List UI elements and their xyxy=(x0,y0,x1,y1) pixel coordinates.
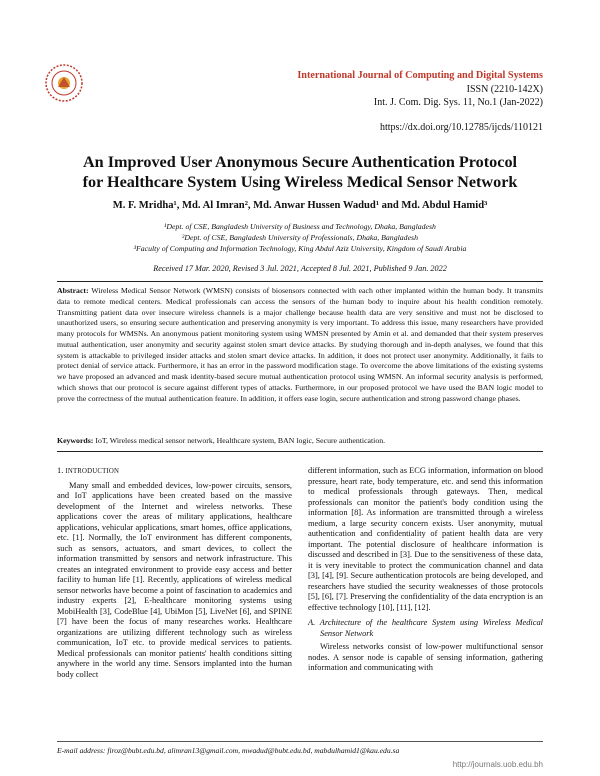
subsection-heading xyxy=(308,618,543,639)
abstract-text: Wireless Medical Sensor Network (WMSN) consists of biosensors connected with each other implanted within the human body. It transmits data to remote medical centers. Medical professionals can access the sensors of the human body to inquire about his health condition remotely. Transmitting patient data over insecure wireless channels is a major challenge because health data are very sensitive and must not be disclosed to unauthorized users, so ensuring secure authentication and preserving anonymity is very important. To address this issue, many researchers have provided many protocols for WMSNs. An anonymous patient monitoring system using WMSN presented by Amin et al. and demanded that their system preserves mutual authentication, user anonymity and security against stolen smart device attacks. By studying thorough and in-depth analyses, we found that this system is attackable to privileged insider attacks and stolen smart device attacks. In addition, it does not protect user anonymity. Additionally, it fails to protect denial of service attack. Furthermore, it has an error in the password modification stage. To overcome the above limitations of the existing systems we have proposed an advanced and mask identity-based secure mutual authentication protocol using WMSN. An informal security analysis is performed, which shows that our protocol is secure against different types of attacks. Furthermore, in our proposed protocol we have used the BAN logic model to prove the correctness of the mutual authentication feature. In addition, it offers ease login, secure authentication and strong password change phases. xyxy=(57,286,543,403)
affiliation-2: ²Dept. of CSE, Bangladesh University of Professionals, Dhaka, Bangladesh xyxy=(182,233,418,242)
section-number: 1. xyxy=(57,466,64,475)
architecture-paragraph: Wireless networks consist of low-power multifunctional sensor nodes. A sensor node is capable of sensing information, gathering information and communicating with xyxy=(308,642,543,672)
paper-title xyxy=(40,152,560,192)
citation: Int. J. Com. Dig. Sys. 11, No.1 (Jan-2022) xyxy=(373,97,543,108)
right-column xyxy=(308,466,543,674)
journal-url[interactable]: http://journals.uob.edu.bh xyxy=(452,760,543,769)
intro-paragraph-1: Many small and embedded devices, low-power circuits, sensors, and IoT applications have been created based on the massive development of the Internet and wireless networks. These applications cover the areas of military applications, healthcare applications, vehicular applications, smart homes, office applications, etc. [1]. Normally, the IoT environment has different components, such as sensors, actuators, and smart devices, to collect the information transmitted by sensors and network infrastructure. This creates an integrated environment to provide easy access and better facility to human life [1]. Recently, applications of wireless medical sensor networks have become a point of fascination to academics and industry experts [2], E-healthcare monitoring systems using MobiHealth [3], CodeBlue [4], UbiMon [5], LiveNet [6], and SPINE [7] have been the focus of many researches works. Healthcare organizations are utilizing different technology such as wireless communication, IoT etc. to provide medical services to patients. Medical professionals can monitor patients' health conditions sitting anywhere in the world any time. Sensors implanted into the human body collect xyxy=(57,480,292,679)
divider-top xyxy=(57,281,543,282)
received-dates: Received 17 Mar. 2020, Revised 3 Jul. 2021, Accepted 8 Jul. 2021, Published 9 Jan. 2022 xyxy=(153,264,447,273)
affiliation-3: ³Faculty of Computing and Information Technology, King Abdul Aziz University, Kingdom of Saudi Arabia xyxy=(133,244,467,253)
authors: M. F. Mridha¹, Md. Al Imran², Md. Anwar Hussen Wadud¹ and Md. Abdul Hamid³ xyxy=(112,200,488,211)
keywords xyxy=(57,436,543,445)
intro-paragraph-2: different information, such as ECG information, information on blood pressure, heart rate, body temperature, etc. and send this information to medical professionals through gateways. Then, medical professionals can monitor the patient's body condition using the information [8]. As information are transmitted through a wireless medium, a large security concern exists. User anonymity, mutual authentication and confidentiality of patient health data are very important. The potential disclosure of healthcare information is discussed and described in [3]. Due to the sensitiveness of these data, it is very inevitable to protect the communication channel and data [3], [4], [9]. Secure authentication protocols are being developed, and researchers have studied the security weaknesses of those protocols [5], [6], [7]. Preserving the confidentiality of the data encryption is an effective technology [10], [11], [12]. xyxy=(308,466,543,612)
left-column xyxy=(57,466,292,680)
abstract-label: Abstract: xyxy=(57,286,89,295)
issn: ISSN (2210-142X) xyxy=(466,84,543,95)
doi-link[interactable]: https://dx.doi.org/10.12785/ijcds/110121 xyxy=(379,122,543,133)
footer-emails: E-mail address: firoz@bubt.edu.bd, alimran13@gmail.com, mwadud@bubt.edu.bd, mabdulhamid1@kau.edu.sa xyxy=(57,746,400,755)
affiliation-1: ¹Dept. of CSE, Bangladesh University of Business and Technology, Dhaka, Bangladesh xyxy=(164,222,436,231)
journal-logo xyxy=(44,63,84,103)
journal-title: International Journal of Computing and Digital Systems xyxy=(297,70,543,81)
title-line-2: for Healthcare System Using Wireless Medical Sensor Network xyxy=(82,173,518,191)
section-title: INTRODUCTION xyxy=(65,468,120,475)
subsection-title: Architecture of the healthcare System using Wireless Medical Sensor Network xyxy=(319,618,543,638)
university-seal-icon xyxy=(44,63,84,103)
title-line-1: An Improved User Anonymous Secure Authentication Protocol xyxy=(82,153,518,171)
keywords-text: IoT, Wireless medical sensor network, Healthcare system, BAN logic, Secure authentication. xyxy=(95,436,386,445)
divider-bottom xyxy=(57,451,543,452)
section-heading xyxy=(57,466,292,478)
abstract xyxy=(57,286,543,404)
keywords-label: Keywords: xyxy=(57,436,94,445)
footer-divider xyxy=(57,741,543,742)
subsection-label: A. xyxy=(308,618,316,627)
